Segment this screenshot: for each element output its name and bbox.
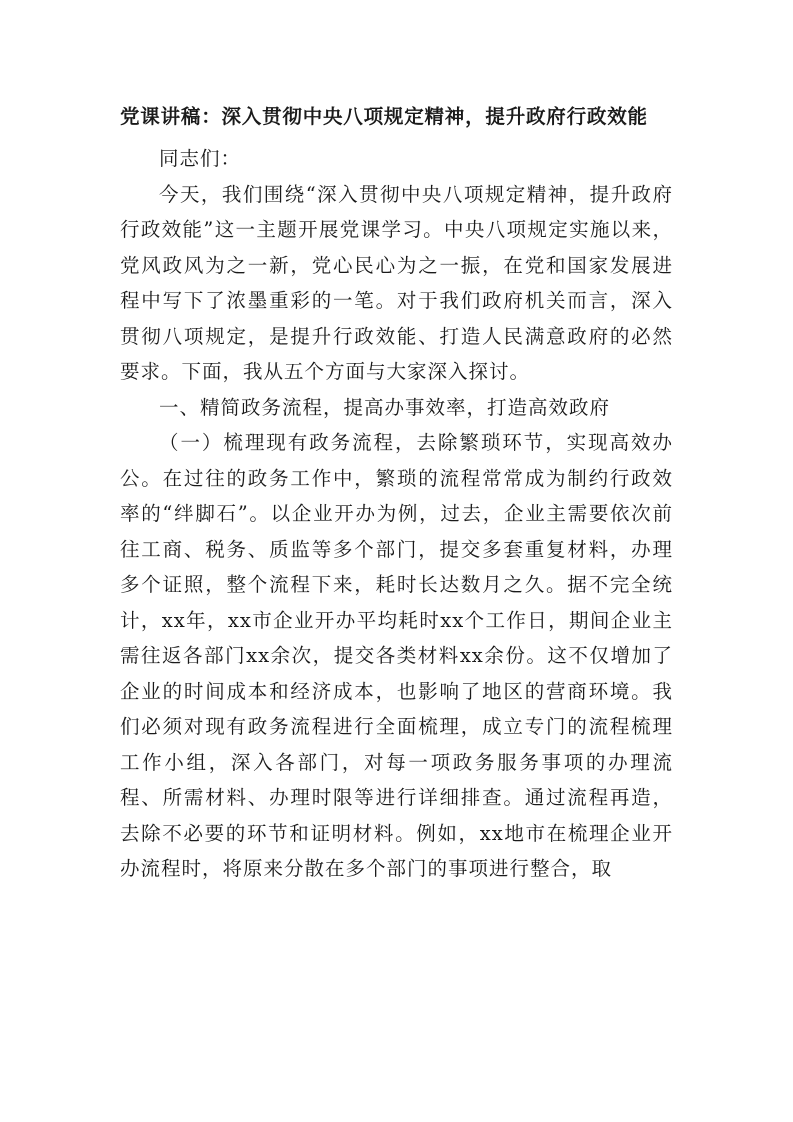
document-body	[120, 141, 673, 887]
section-heading-1: 一、精简政务流程，提高办事效率，打造高效政府	[159, 395, 611, 419]
intro-paragraph: 今天，我们围绕“深入贯彻中央八项规定精神，提升政府行政效能”这一主题开展党课学习。中央八项规定实施以来，党风政风为之一新，党心民心为之一振，在党和国家发展进程中写下了浓墨重彩的一笔。对于我们政府机关而言，深入贯彻八项规定，是提升行政效能、打造人民满意政府的必然要求。下面，我从五个方面与大家深入探讨。	[120, 182, 673, 383]
salutation-paragraph: 同志们：	[159, 147, 242, 170]
subsection-paragraph-1: （一）梳理现有政务流程，去除繁琐环节，实现高效办公。在过往的政务工作中，繁琐的流程常常成为制约行政效率的“绊脚石”。以企业开办为例，过去，企业主需要依次前往工商、税务、质监等多个部门，提交多套重复材料，办理多个证照，整个流程下来，耗时长达数月之久。据不完全统计，xx年，xx市企业开办平均耗时xx个工作日，期间企业主需往返各部门xx余次，提交各类材料xx余份。这不仅增加了企业的时间成本和经济成本，也影响了地区的营商环境。我们必须对现有政务流程进行全面梳理，成立专门的流程梳理工作小组，深入各部门，对每一项政务服务事项的办理流程、所需材料、办理时限等进行详细排查。通过流程再造，去除不必要的环节和证明材料。例如，xx地市在梳理企业开办流程时，将原来分散在多个部门的事项进行整合，取	[120, 431, 673, 880]
document-title: 党课讲稿：深入贯彻中央八项规定精神，提升政府行政效能	[120, 105, 648, 128]
